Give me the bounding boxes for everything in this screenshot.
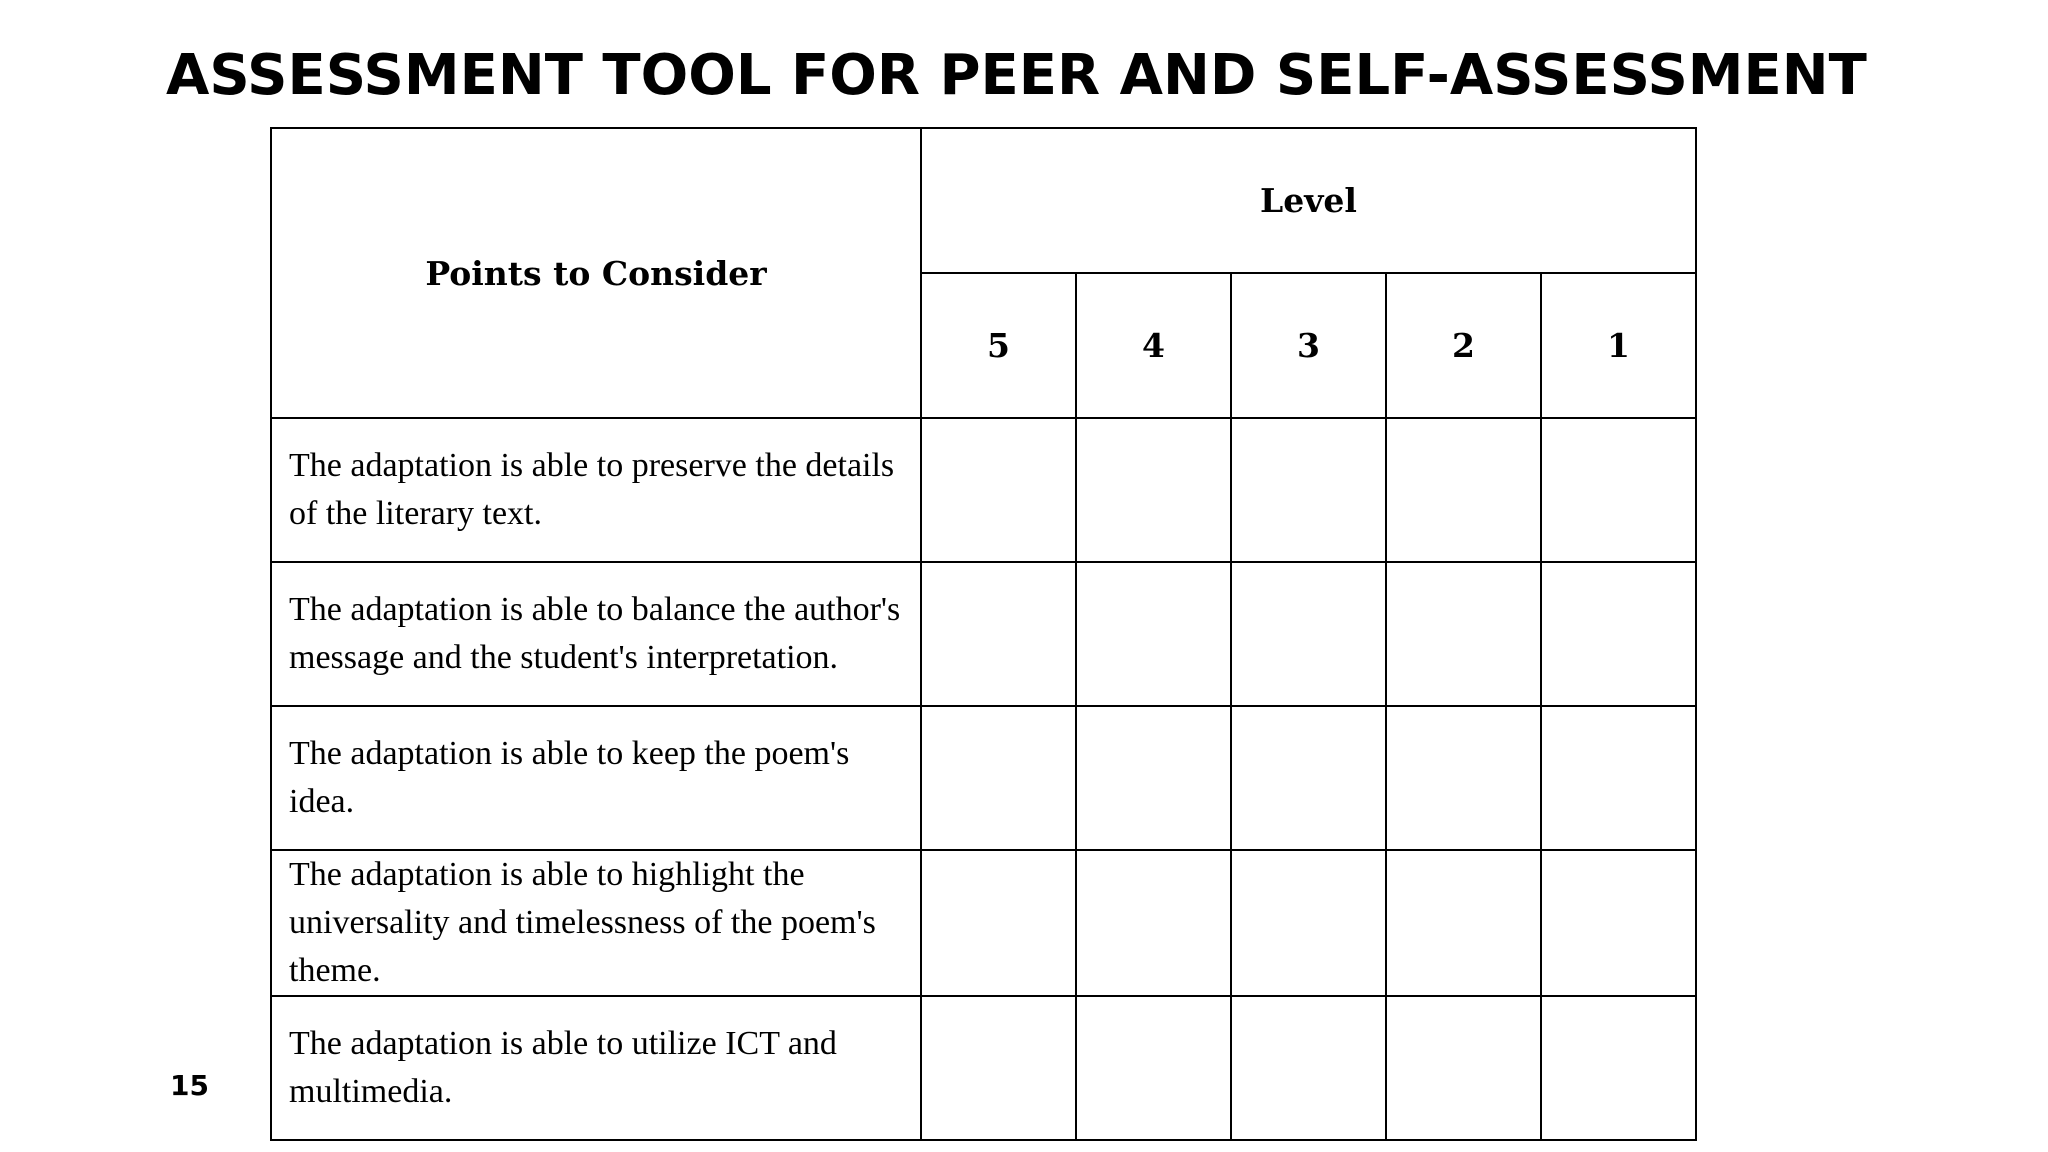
table-row	[271, 418, 1696, 562]
criterion-cell: The adaptation is able to balance the author's message and the student's interpretation.	[271, 562, 921, 706]
level-3-header: 3	[1231, 273, 1386, 418]
table-row	[271, 562, 1696, 706]
score-cell-2[interactable]	[1386, 562, 1541, 706]
points-to-consider-header: Points to Consider	[271, 128, 921, 418]
score-cell-2[interactable]	[1386, 418, 1541, 562]
level-2-header: 2	[1386, 273, 1541, 418]
table-row	[271, 706, 1696, 850]
criterion-cell: The adaptation is able to highlight the universality and timelessness of the poem's theme.	[271, 850, 921, 996]
table-row	[271, 996, 1696, 1140]
header-row-level	[271, 128, 1696, 273]
score-cell-2[interactable]	[1386, 850, 1541, 996]
score-cell-5[interactable]	[921, 418, 1076, 562]
level-5-header: 5	[921, 273, 1076, 418]
level-4-header: 4	[1076, 273, 1231, 418]
score-cell-5[interactable]	[921, 706, 1076, 850]
score-cell-3[interactable]	[1231, 850, 1386, 996]
score-cell-2[interactable]	[1386, 996, 1541, 1140]
score-cell-1[interactable]	[1541, 418, 1696, 562]
score-cell-3[interactable]	[1231, 996, 1386, 1140]
score-cell-4[interactable]	[1076, 996, 1231, 1140]
score-cell-4[interactable]	[1076, 418, 1231, 562]
score-cell-3[interactable]	[1231, 418, 1386, 562]
score-cell-2[interactable]	[1386, 706, 1541, 850]
score-cell-5[interactable]	[921, 562, 1076, 706]
level-header: Level	[921, 128, 1696, 273]
score-cell-5[interactable]	[921, 850, 1076, 996]
score-cell-3[interactable]	[1231, 562, 1386, 706]
score-cell-4[interactable]	[1076, 706, 1231, 850]
score-cell-1[interactable]	[1541, 706, 1696, 850]
score-cell-4[interactable]	[1076, 562, 1231, 706]
score-cell-1[interactable]	[1541, 850, 1696, 996]
level-1-header: 1	[1541, 273, 1696, 418]
score-cell-5[interactable]	[921, 996, 1076, 1140]
criterion-cell: The adaptation is able to utilize ICT and multimedia.	[271, 996, 921, 1140]
page-title: ASSESSMENT TOOL FOR PEER AND SELF-ASSESSMENT	[166, 43, 1867, 108]
assessment-rubric-table	[270, 127, 1697, 1141]
score-cell-4[interactable]	[1076, 850, 1231, 996]
criterion-cell: The adaptation is able to keep the poem's idea.	[271, 706, 921, 850]
table-row	[271, 850, 1696, 996]
score-cell-3[interactable]	[1231, 706, 1386, 850]
page-number: 15	[170, 1069, 209, 1102]
score-cell-1[interactable]	[1541, 996, 1696, 1140]
criterion-cell: The adaptation is able to preserve the details of the literary text.	[271, 418, 921, 562]
score-cell-1[interactable]	[1541, 562, 1696, 706]
